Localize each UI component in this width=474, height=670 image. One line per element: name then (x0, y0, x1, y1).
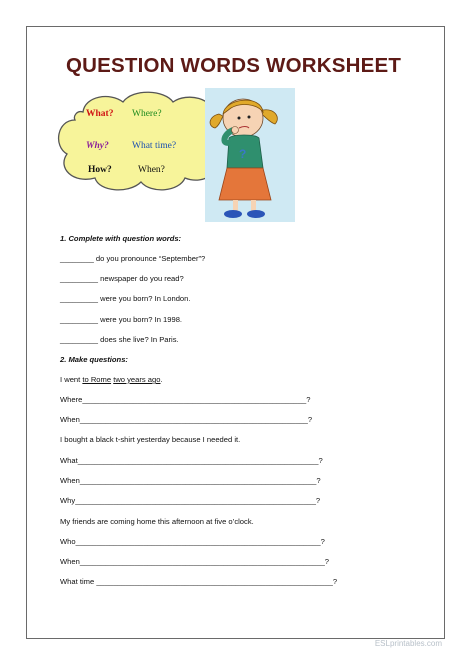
answer-line[interactable]: ________________________________________________________? (96, 577, 338, 586)
thinking-girl-illustration (205, 88, 295, 222)
question-line (60, 577, 337, 586)
answer-blank[interactable]: ________ (60, 254, 94, 263)
exercise-item (60, 294, 191, 303)
section1-heading: 1. Complete with question words: (60, 234, 182, 243)
answer-blank[interactable]: _________ (60, 274, 99, 283)
underlined-phrase: to Rome (82, 375, 112, 384)
answer-line[interactable]: _________________________________________________________? (77, 456, 323, 465)
cloud-word-what: What? (86, 109, 114, 119)
prompt-sentence: My friends are coming home this afternoon at five o’clock. (60, 517, 254, 526)
exercise-item (60, 315, 182, 324)
answer-blank[interactable]: _________ (60, 294, 99, 303)
watermark: ESLprintables.com (374, 639, 442, 648)
question-line (60, 415, 312, 424)
answer-line[interactable]: __________________________________________________________? (75, 537, 325, 546)
question-word: Why (60, 496, 76, 505)
question-word: What (60, 456, 78, 465)
answer-line[interactable]: _____________________________________________________? (82, 395, 311, 404)
worksheet-title: QUESTION WORDS WORKSHEET (66, 54, 402, 77)
question-word: Who (60, 537, 76, 546)
question-line (60, 557, 329, 566)
question-word: When (60, 557, 80, 566)
sentence-text: . (160, 375, 163, 384)
question-word: When (60, 476, 80, 485)
item-text: were you born? In London. (100, 294, 191, 303)
item-text: does she live? In Paris. (100, 335, 179, 344)
question-line (60, 537, 325, 546)
item-text: do you pronounce “September”? (95, 254, 206, 263)
cloud-word-where: Where? (132, 109, 162, 119)
exercise-item (60, 335, 179, 344)
cloud-word-how: How? (88, 165, 112, 175)
answer-blank[interactable]: _________ (60, 335, 99, 344)
item-text: newspaper do you read? (100, 274, 184, 283)
answer-line[interactable]: __________________________________________________________? (79, 557, 330, 566)
question-line (60, 456, 323, 465)
answer-line[interactable]: ______________________________________________________? (79, 415, 313, 424)
item-text: were you born? In 1998. (100, 315, 183, 324)
cloud-word-why: Why? (86, 141, 109, 151)
answer-line[interactable]: _________________________________________________________? (75, 496, 321, 505)
answer-line[interactable]: ________________________________________________________? (79, 476, 321, 485)
svg-text:?: ? (239, 147, 247, 161)
question-line (60, 476, 321, 485)
sentence-text: I went (60, 375, 83, 384)
section2-heading: 2. Make questions: (60, 355, 128, 364)
question-line (60, 496, 320, 505)
question-word: When (60, 415, 80, 424)
question-word: Where (60, 395, 83, 404)
prompt-sentence: I bought a black t-shirt yesterday because I needed it. (60, 435, 241, 444)
question-line (60, 395, 310, 404)
exercise-item (60, 254, 205, 263)
cloud-word-what-time: What time? (132, 141, 177, 151)
underlined-phrase: two years ago (113, 375, 161, 384)
prompt-sentence (60, 375, 163, 384)
question-word: What time (60, 577, 95, 586)
answer-blank[interactable]: _________ (60, 315, 99, 324)
exercise-item (60, 274, 184, 283)
cloud-word-when: When? (138, 165, 165, 175)
